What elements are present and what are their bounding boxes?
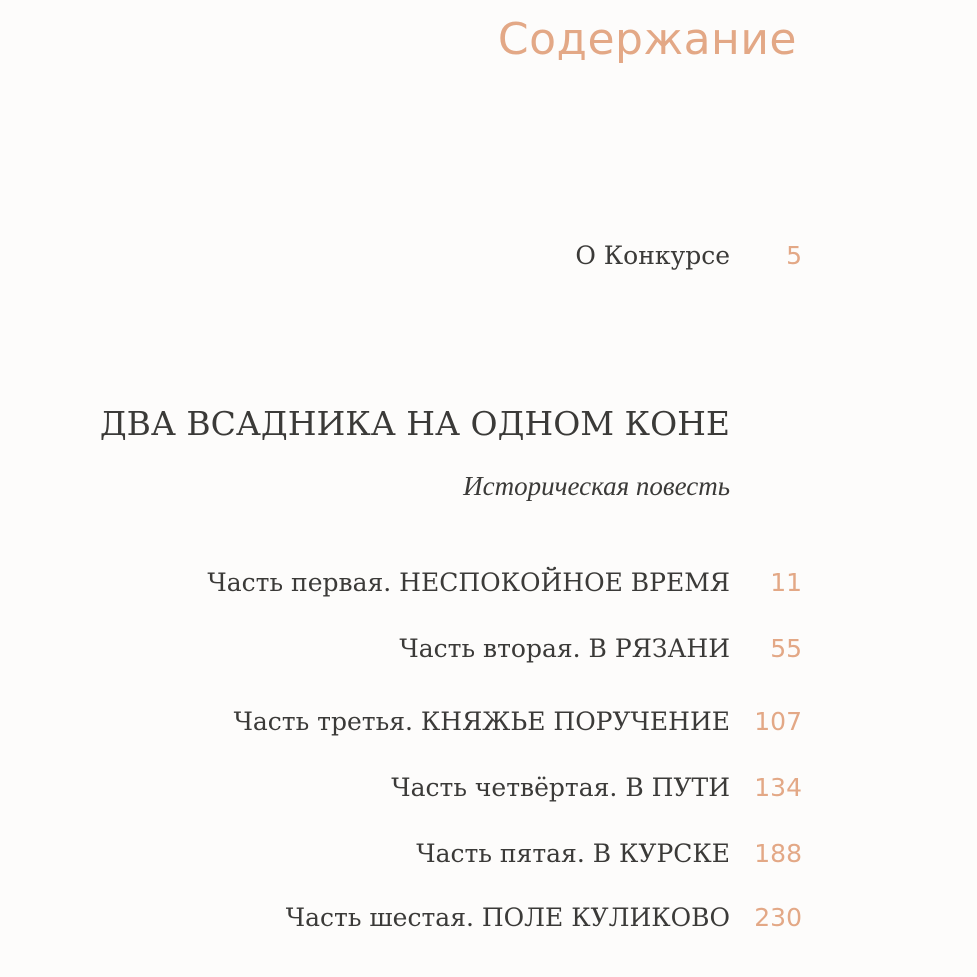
- toc-entry-page: 188: [754, 839, 802, 868]
- toc-entry-page: 230: [754, 903, 802, 932]
- toc-entry-label: Часть третья. КНЯЖЬЕ ПОРУЧЕНИЕ: [233, 707, 730, 736]
- toc-entry-label: Часть четвёртая. В ПУТИ: [391, 773, 730, 802]
- toc-entry-part-1[interactable]: [0, 563, 977, 603]
- page-title: Содержание: [497, 14, 797, 65]
- toc-entry-label: Часть шестая. ПОЛЕ КУЛИКОВО: [285, 903, 730, 932]
- toc-entry-page: 5: [786, 241, 802, 270]
- toc-entry-label: Часть пятая. В КУРСКЕ: [416, 839, 730, 868]
- toc-entry-page: 11: [770, 568, 802, 597]
- toc-entry-label: О Конкурсе: [575, 241, 730, 270]
- toc-entry-page: 134: [754, 773, 802, 802]
- story-subtitle: Историческая повесть: [463, 471, 730, 501]
- toc-entry-page: 107: [754, 707, 802, 736]
- toc-entry-part-2[interactable]: [0, 629, 977, 669]
- toc-entry-part-4[interactable]: [0, 768, 977, 808]
- toc-entry-label: Часть вторая. В РЯЗАНИ: [399, 634, 730, 663]
- toc-entry-part-6[interactable]: [0, 898, 977, 938]
- toc-entry-part-3[interactable]: [0, 702, 977, 742]
- story-title: ДВА ВСАДНИКА НА ОДНОМ КОНЕ: [99, 404, 730, 443]
- toc-entry-part-5[interactable]: [0, 834, 977, 874]
- toc-entry-page: 55: [770, 634, 802, 663]
- toc-entry-label: Часть первая. НЕСПОКОЙНОЕ ВРЕМЯ: [207, 568, 730, 597]
- toc-entry-intro[interactable]: [0, 236, 977, 276]
